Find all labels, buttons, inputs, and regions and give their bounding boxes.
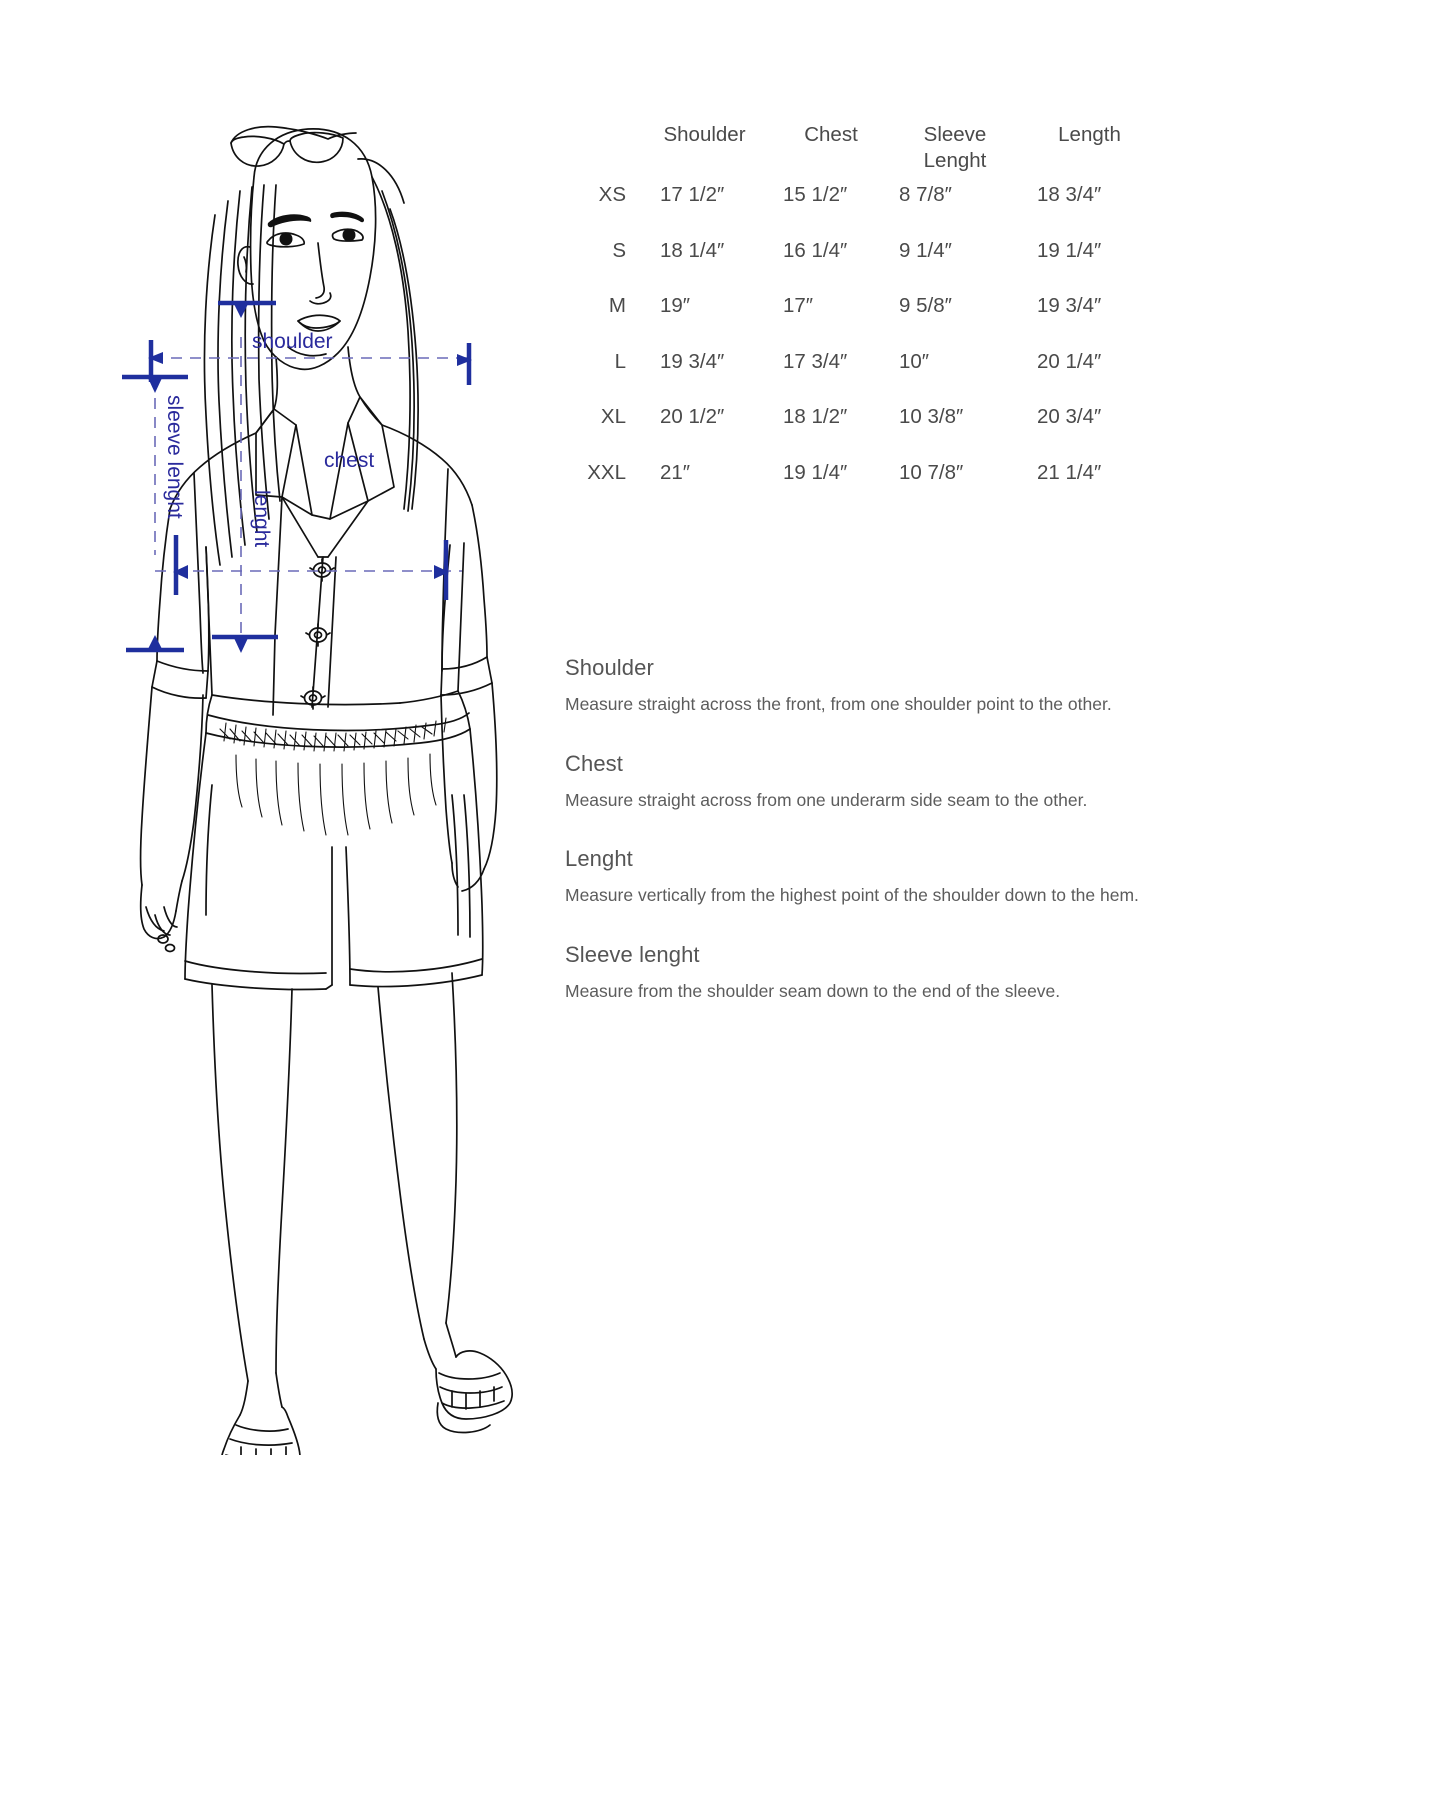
cell-chest: 17 3/4″	[783, 349, 848, 373]
sandal-right	[424, 1323, 512, 1432]
column-header-size	[560, 120, 638, 182]
cell-sleeve: 9 1/4″	[899, 238, 952, 262]
instruction-block-chest	[565, 751, 1325, 813]
cell-length: 21 1/4″	[1037, 460, 1102, 484]
cell-shoulder: 19 3/4″	[660, 349, 725, 373]
table-header-row	[560, 120, 1160, 182]
cell-size: S	[612, 238, 626, 262]
instruction-title-chest: Chest	[565, 750, 623, 776]
column-header-shoulder: Shoulder	[663, 123, 746, 146]
size-table-panel	[560, 120, 1400, 515]
cell-sleeve: 10″	[899, 349, 930, 373]
cell-size: XXL	[587, 460, 626, 484]
sleeve-bottom-marker	[126, 635, 184, 650]
cell-size: M	[608, 294, 626, 317]
sleeve-top-marker	[122, 377, 188, 393]
size-chart-body	[560, 182, 1160, 515]
measurement-instructions	[565, 655, 1325, 1004]
garment-illustration	[60, 95, 560, 1455]
cell-chest: 16 1/4″	[783, 238, 848, 262]
shoulder-right-end	[457, 343, 472, 385]
instruction-title-lenght: Lenght	[565, 846, 633, 872]
cell-length: 20 3/4″	[1037, 405, 1102, 428]
sandal-left	[221, 1373, 300, 1455]
cell-length: 20 1/4″	[1037, 349, 1102, 373]
annotation-shoulder: shoulder	[252, 330, 333, 353]
cell-size: XL	[600, 405, 626, 428]
table-row	[560, 349, 1160, 405]
table-row	[560, 293, 1160, 349]
cell-sleeve: 10 3/8″	[899, 405, 964, 428]
annotation-lenght: lenght	[250, 490, 273, 548]
table-row	[560, 460, 1160, 516]
cell-size: XS	[598, 183, 626, 206]
column-header-sleeve-lenght	[891, 120, 1019, 182]
cell-shoulder: 17 1/2″	[660, 183, 725, 206]
cell-chest: 15 1/2″	[783, 183, 848, 206]
chest-left-end	[173, 535, 188, 595]
cell-shoulder: 21″	[660, 460, 691, 484]
instruction-title-shoulder: Shoulder	[565, 655, 654, 680]
instruction-body-shoulder: Measure straight across the front, from one shoulder point to the other.	[565, 694, 1112, 714]
cell-length: 19 1/4″	[1037, 238, 1102, 262]
instruction-body-sleeve-lenght: Measure from the shoulder seam down to the end of the sleeve.	[565, 980, 1061, 1001]
instruction-title-sleeve-lenght: Sleeve lenght	[565, 941, 700, 967]
instruction-block-lenght	[565, 846, 1325, 908]
cell-chest: 19 1/4″	[783, 460, 848, 484]
annotation-sleeve-lenght: sleeve lenght	[163, 395, 186, 519]
column-header-sleeve-line2: Lenght	[923, 148, 987, 172]
chest-right-end	[434, 540, 449, 600]
annotation-chest: chest	[324, 449, 375, 472]
cell-size: L	[614, 349, 626, 373]
cell-shoulder: 20 1/2″	[660, 405, 725, 428]
cell-chest: 17″	[783, 294, 814, 317]
cell-length: 19 3/4″	[1037, 294, 1102, 317]
size-chart-table	[560, 120, 1160, 515]
cell-chest: 18 1/2″	[783, 405, 848, 428]
cell-shoulder: 19″	[660, 294, 691, 317]
table-row	[560, 238, 1160, 294]
instruction-body-lenght: Measure vertically from the highest point of the shoulder down to the hem.	[565, 885, 1139, 906]
instruction-block-sleeve-lenght	[565, 942, 1325, 1004]
measurement-annotations	[122, 303, 472, 653]
lenght-bottom-marker	[212, 637, 278, 653]
table-row	[560, 404, 1160, 460]
instruction-block-shoulder	[565, 655, 1325, 717]
cell-sleeve: 10 7/8″	[899, 460, 964, 484]
cell-shoulder: 18 1/4″	[660, 238, 725, 262]
shoulder-top-tick	[218, 303, 276, 318]
instruction-body-chest: Measure straight across from one underarm side seam to the other.	[565, 789, 1088, 810]
column-header-sleeve-line1: Sleeve	[923, 123, 987, 146]
cell-sleeve: 8 7/8″	[899, 183, 952, 206]
cell-length: 18 3/4″	[1037, 183, 1102, 206]
cell-sleeve: 9 5/8″	[899, 294, 952, 317]
column-header-length: Length	[1058, 123, 1121, 146]
table-row	[560, 182, 1160, 238]
size-chart-head	[560, 120, 1160, 182]
column-header-chest: Chest	[804, 123, 858, 146]
